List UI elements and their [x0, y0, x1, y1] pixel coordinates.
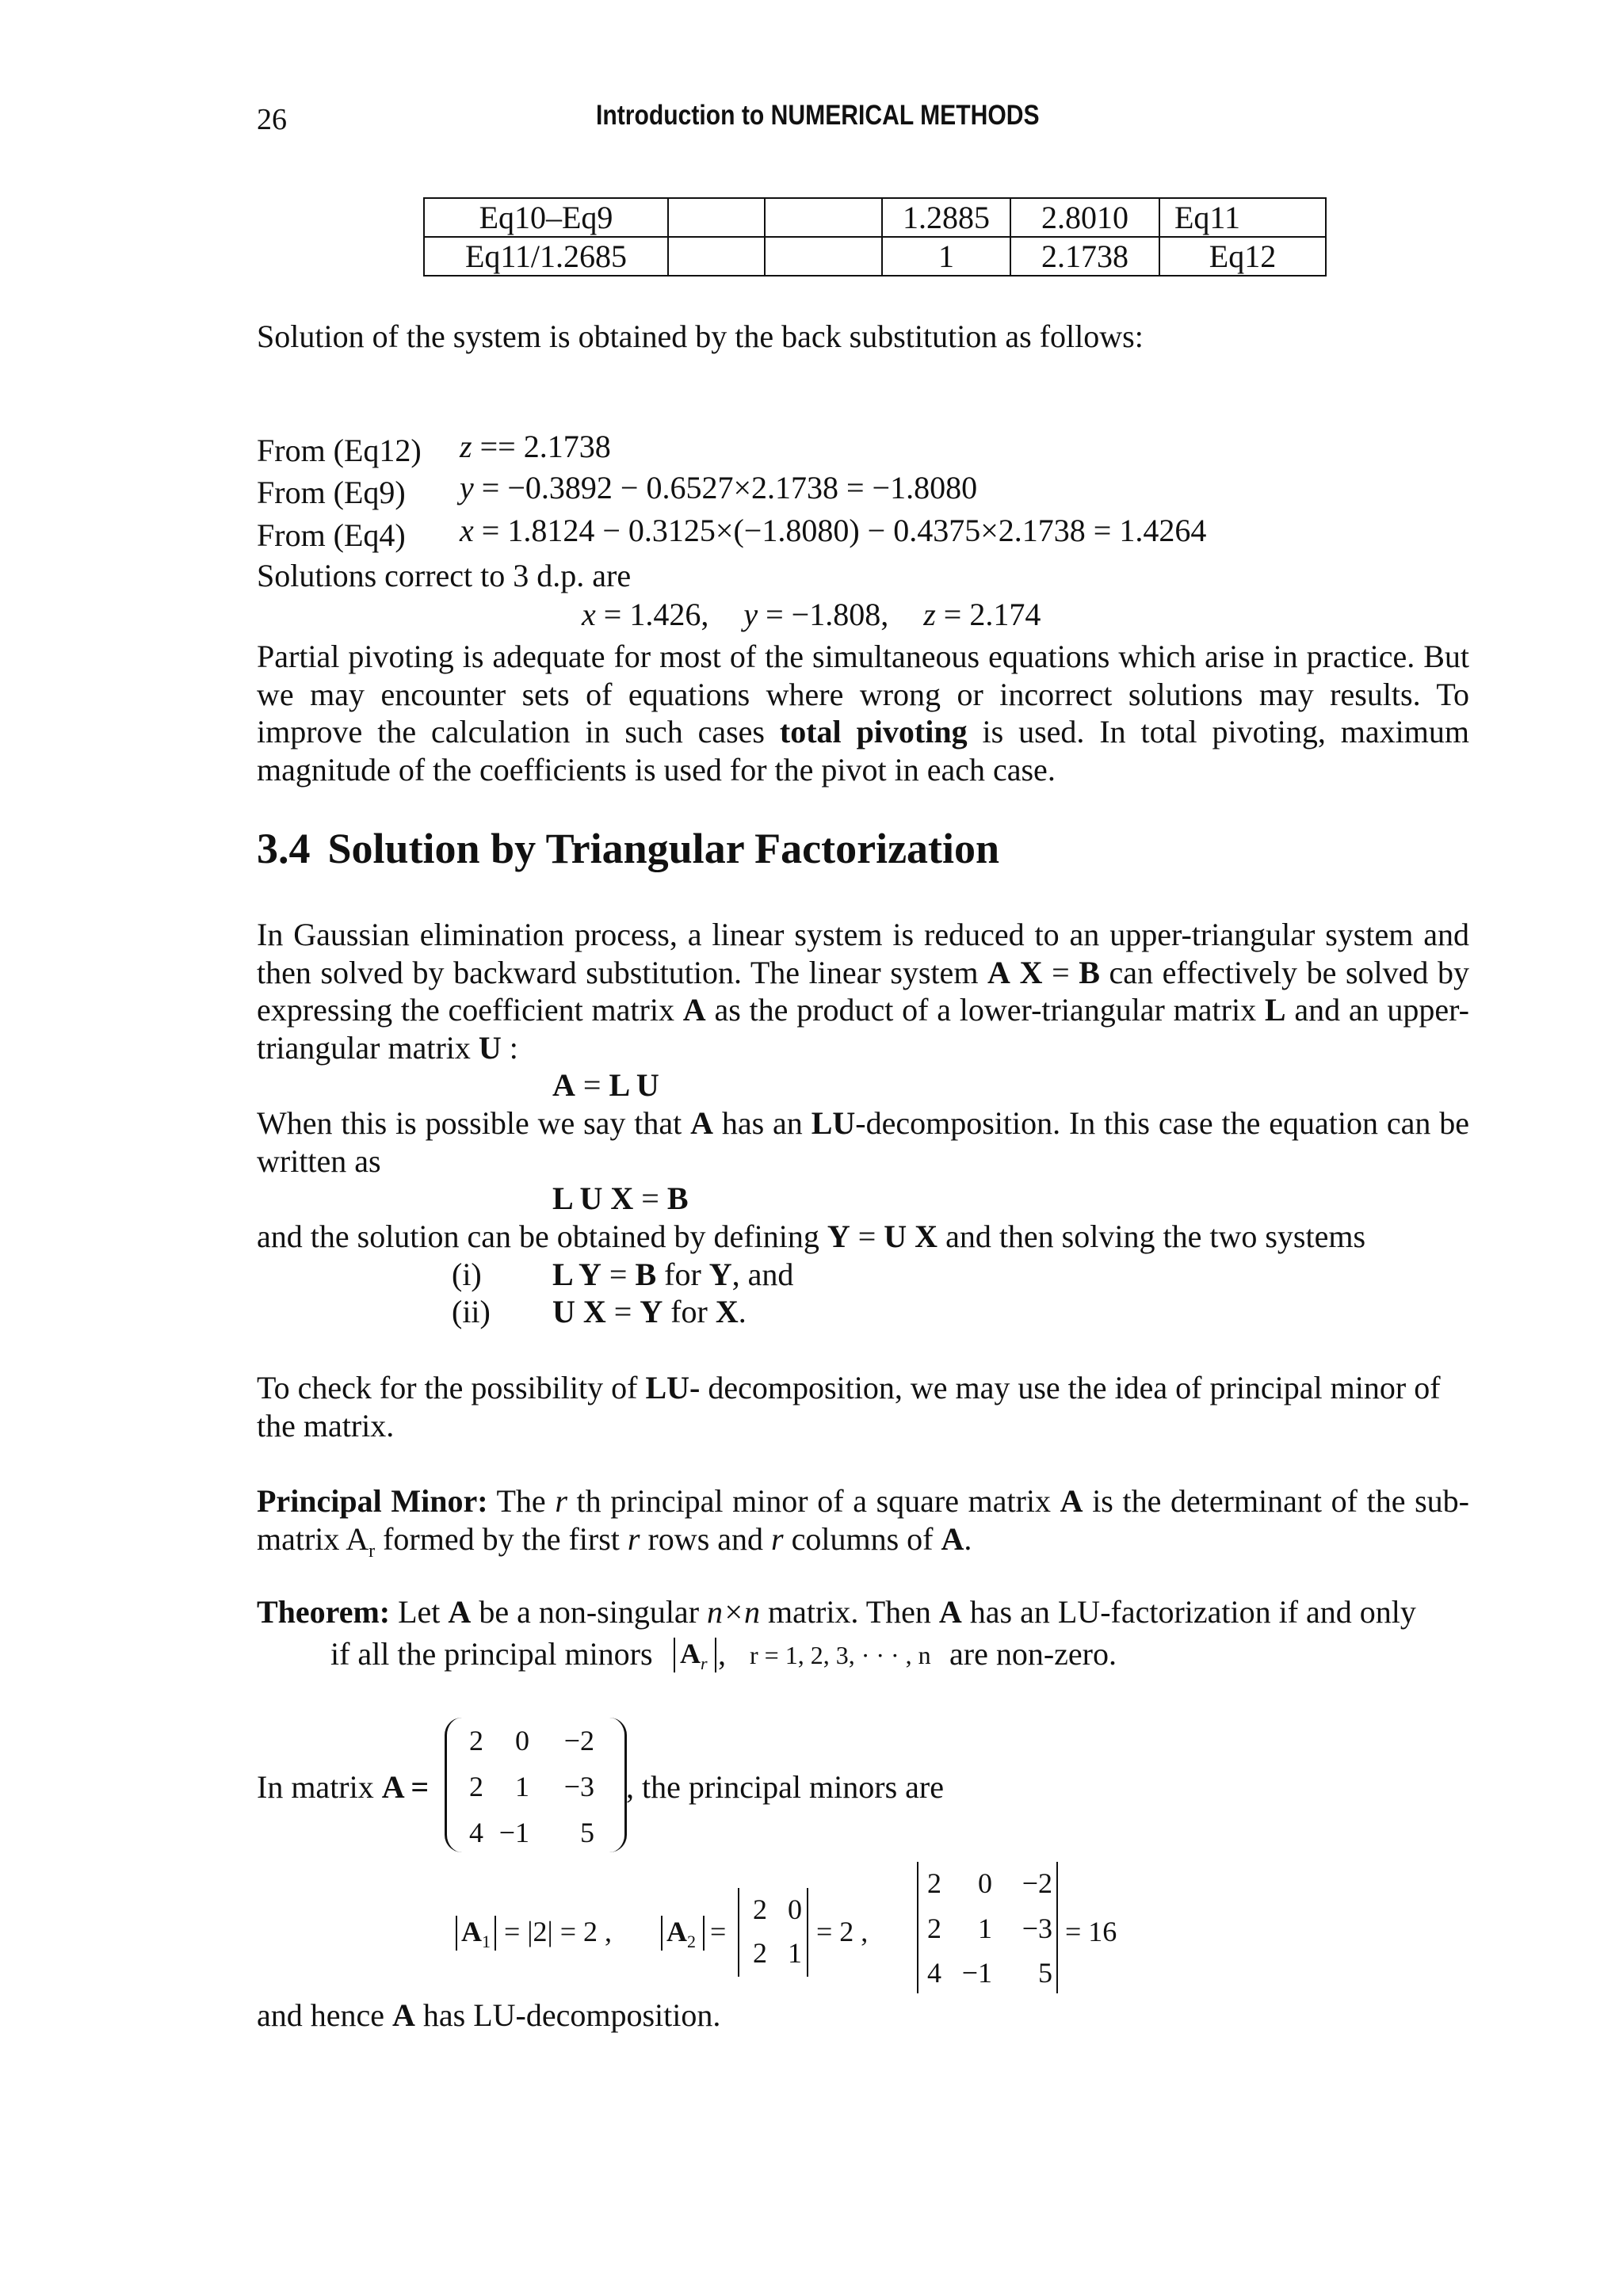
lu-paragraph	[257, 916, 1469, 1066]
solution-by-y	[257, 1218, 1365, 1255]
text: has an	[713, 1105, 812, 1141]
minor-symbol	[680, 1635, 708, 1682]
matrix-cell: 2	[469, 1725, 483, 1756]
var: r	[627, 1520, 640, 1557]
running-title: Introduction to NUMERICAL METHODS	[596, 100, 1040, 131]
text: columns of	[783, 1520, 941, 1557]
right-paren	[604, 1718, 627, 1852]
table-row	[424, 198, 1326, 237]
system-equation	[552, 1293, 747, 1330]
bold-symbol: A	[552, 1067, 575, 1103]
index-range: r = 1, 2, 3, · · · , n	[750, 1641, 931, 1669]
minor-2-value: = 2 ,	[816, 1916, 869, 1947]
bold-symbol: B	[635, 1257, 657, 1292]
back-sub-expr	[460, 469, 977, 506]
abs-bar	[703, 1916, 705, 1951]
bold-symbol: A	[987, 954, 1010, 990]
table-cell: 1	[882, 237, 1010, 276]
var: r	[771, 1520, 784, 1557]
bold-symbol: U X	[552, 1294, 606, 1329]
text: -decomposition. In this case the equation can be written as	[257, 1105, 1469, 1179]
text: =	[575, 1067, 609, 1103]
minor-2-symbol	[666, 1913, 696, 1960]
principal-minor-definition	[257, 1482, 1469, 1570]
system-number: (ii)	[452, 1294, 491, 1329]
matrix-cell: 5	[580, 1817, 594, 1848]
system-equation	[552, 1256, 793, 1293]
text: has LU-decomposition.	[414, 1997, 721, 2033]
section-number: 3.4	[257, 825, 311, 872]
conclusion	[257, 1997, 720, 2034]
definition-term: Principal Minor:	[257, 1483, 488, 1519]
bold-symbol: B	[666, 1180, 689, 1216]
text: .	[738, 1294, 747, 1329]
elimination-table	[423, 197, 1327, 277]
table-cell	[668, 198, 765, 237]
text: can effectively be solved by expressing the coefficient matrix	[257, 954, 1469, 1028]
det-cell: −1	[961, 1957, 992, 1989]
text: formed by the first	[375, 1520, 628, 1557]
det-cell: −3	[1022, 1913, 1052, 1944]
det-bar	[917, 1862, 918, 1993]
det-cell: 4	[927, 1957, 941, 1989]
text: =	[850, 1219, 884, 1254]
bold-symbol: Y	[640, 1294, 663, 1329]
table-row	[424, 237, 1326, 276]
value: = −1.808,	[758, 597, 889, 632]
abs-bar	[674, 1638, 675, 1672]
theorem-comma: ,	[718, 1636, 726, 1672]
text: and hence	[257, 1997, 393, 2033]
text: is the determinant of the sub-matrix A	[257, 1483, 1470, 1557]
var: y	[743, 597, 758, 632]
table-cell: 2.1738	[1010, 237, 1159, 276]
matrix-cell: −3	[563, 1771, 594, 1802]
text: When this is possible we say that	[257, 1105, 691, 1141]
bold-symbol: A	[666, 1916, 687, 1947]
text: In matrix	[257, 1769, 382, 1805]
matrix-cell: 4	[469, 1817, 483, 1848]
page-number: 26	[257, 103, 287, 136]
back-sub-expr	[460, 428, 611, 465]
var: z	[460, 429, 472, 464]
bold-symbol: A	[381, 1769, 403, 1805]
bold-symbol: X	[715, 1294, 739, 1329]
table-cell	[765, 198, 882, 237]
minor-1-expression: = |2| = 2 ,	[504, 1916, 613, 1947]
bold-symbol: L Y	[552, 1257, 601, 1292]
bold-symbol: A	[1060, 1483, 1083, 1519]
subscript: 2	[687, 1932, 696, 1952]
table-cell	[765, 237, 882, 276]
det-bar	[738, 1888, 739, 1977]
minor-3-value: = 16	[1065, 1916, 1117, 1947]
det-cell: 0	[788, 1894, 802, 1925]
bold-symbol: X	[1019, 954, 1043, 990]
example-lead	[257, 1768, 429, 1806]
text: as the product of a lower-triangular matrix	[705, 992, 1265, 1028]
theorem-line-2: if all the principal minors	[330, 1636, 653, 1672]
det-cell: 1	[978, 1913, 992, 1944]
text: :	[501, 1029, 518, 1066]
abs-bar	[715, 1638, 716, 1672]
bold-symbol: A	[461, 1916, 482, 1947]
table-cell-eq: Eq12	[1159, 237, 1326, 276]
solutions-intro: Solutions correct to 3 d.p. are	[257, 558, 632, 593]
section-heading	[257, 824, 999, 873]
det-bar	[1056, 1862, 1058, 1993]
text: The	[487, 1483, 556, 1519]
table-cell	[668, 237, 765, 276]
bold-symbol: A	[682, 992, 706, 1028]
check-paragraph	[257, 1369, 1461, 1444]
abs-bar	[495, 1916, 496, 1951]
equation-a-lu	[552, 1066, 659, 1104]
section-title: Solution by Triangular Factorization	[327, 825, 1000, 872]
expr: = 1.8124 − 0.3125×(−1.8080) − 0.4375×2.1738 = 1.4264	[473, 513, 1207, 548]
matrix-cell: −1	[498, 1817, 529, 1848]
text: be a non-singular	[471, 1594, 708, 1630]
bold-symbol: Y	[708, 1257, 732, 1292]
system-number: (i)	[452, 1257, 482, 1292]
bold-symbol: A	[690, 1105, 713, 1141]
det-cell: 2	[753, 1894, 767, 1925]
abs-bar	[661, 1916, 663, 1951]
expr: = −0.3892 − 0.6527×2.1738 = −1.8080	[473, 470, 978, 505]
det-cell: −2	[1022, 1867, 1052, 1899]
back-sub-label: From (Eq4)	[257, 517, 406, 553]
text: has an LU-factorization if and only	[961, 1594, 1416, 1630]
solutions-line	[582, 596, 1041, 633]
text: and the solution can be obtained by defining	[257, 1219, 827, 1254]
theorem-line-2-end: are non-zero.	[949, 1636, 1117, 1672]
table-cell-label: Eq10–Eq9	[424, 198, 668, 237]
var: x	[460, 513, 474, 548]
det-cell: 0	[978, 1867, 992, 1899]
bold-symbol: U	[478, 1029, 502, 1066]
bold-symbol: L U	[609, 1067, 659, 1103]
text: To check for the possibility of	[257, 1370, 646, 1405]
theorem-term: Theorem:	[257, 1594, 391, 1630]
det-cell: 2	[753, 1937, 767, 1969]
lu-decomp-sentence	[257, 1104, 1469, 1180]
bold-symbol: A	[392, 1997, 415, 2033]
text: and then solving the two systems	[938, 1219, 1366, 1254]
text: =	[633, 1180, 667, 1216]
value: = 2.174	[935, 597, 1041, 632]
det-bar	[807, 1888, 808, 1977]
text: =	[403, 1769, 430, 1805]
expr: == 2.1738	[472, 429, 611, 464]
equation-luxb	[552, 1180, 689, 1217]
matrix-cell: 0	[515, 1725, 529, 1756]
text: =	[1042, 954, 1079, 990]
bold-symbol: Y	[827, 1219, 850, 1254]
text: for	[656, 1257, 709, 1292]
table-cell-label: Eq11/1.2685	[424, 237, 668, 276]
text: is used. In total pivoting, maximum magnitude of the coefficients is used for the pivot in each case.	[257, 714, 1470, 788]
theorem-line-1	[257, 1593, 1416, 1630]
bold-symbol: A	[941, 1520, 964, 1557]
table-cell: 2.8010	[1010, 198, 1159, 237]
bold-symbol: B	[1079, 954, 1100, 990]
bold-symbol: A	[938, 1594, 962, 1630]
text: matrix. Then	[760, 1594, 939, 1630]
table-cell-eq: Eq11	[1159, 198, 1326, 237]
text: Let	[390, 1594, 449, 1630]
bold-symbol: A	[680, 1638, 701, 1669]
var: z	[923, 597, 936, 632]
text: Partial pivoting is adequate for most of the simultaneous equations which arise in practice. But we may encounter sets of equations where wrong or incorrect solutions may results. To improve the calculation in such cases	[257, 639, 1469, 749]
var: x	[582, 597, 596, 632]
bold-symbol: L U X	[552, 1180, 634, 1216]
var: n×n	[707, 1594, 761, 1630]
matrix-cell: 1	[515, 1771, 529, 1802]
var: y	[460, 470, 474, 505]
matrix-cell: −2	[563, 1725, 594, 1756]
value: = 1.426,	[595, 597, 709, 632]
subscript: r	[701, 1653, 708, 1674]
text: =	[605, 1294, 640, 1329]
minor-1-symbol	[461, 1913, 491, 1960]
back-sub-label: From (Eq12)	[257, 433, 422, 468]
bold-symbol: LU	[811, 1105, 856, 1141]
var: r	[555, 1483, 567, 1519]
pivoting-paragraph	[257, 638, 1469, 788]
text: In Gaussian elimination process, a linear system is reduced to an upper-triangular system and then solved by backward substitution. The linear system	[257, 917, 1469, 990]
text: =	[601, 1257, 636, 1292]
det-cell: 5	[1038, 1957, 1052, 1989]
text: , and	[731, 1257, 794, 1292]
text: .	[964, 1520, 972, 1557]
intro-sentence: Solution of the system is obtained by the back substitution as follows:	[257, 318, 1144, 354]
back-sub-expr	[460, 512, 1206, 549]
text: rows and	[640, 1520, 772, 1557]
det-cell: 1	[788, 1937, 802, 1969]
bold-term: total pivoting	[779, 714, 968, 749]
subscript: 1	[482, 1932, 491, 1952]
minor-2-eq: =	[710, 1916, 727, 1947]
bold-symbol: U X	[884, 1219, 938, 1254]
text: th principal minor of a square matrix	[567, 1483, 1060, 1519]
text: and an upper-triangular matrix	[257, 992, 1469, 1066]
det-cell: 2	[927, 1913, 941, 1944]
bold-term: LU-	[645, 1370, 701, 1405]
bold-symbol: L	[1264, 992, 1286, 1028]
subscript: r	[369, 1540, 376, 1562]
back-sub-label: From (Eq9)	[257, 475, 406, 510]
text: decomposition, we may use the idea of principal minor of the matrix.	[257, 1370, 1441, 1444]
det-cell: 2	[927, 1867, 941, 1899]
text: for	[663, 1294, 716, 1329]
bold-symbol: A	[448, 1594, 472, 1630]
matrix-cell: 2	[469, 1771, 483, 1802]
example-tail: , the principal minors are	[626, 1769, 944, 1805]
table-cell: 1.2885	[882, 198, 1010, 237]
abs-bar	[456, 1916, 457, 1951]
